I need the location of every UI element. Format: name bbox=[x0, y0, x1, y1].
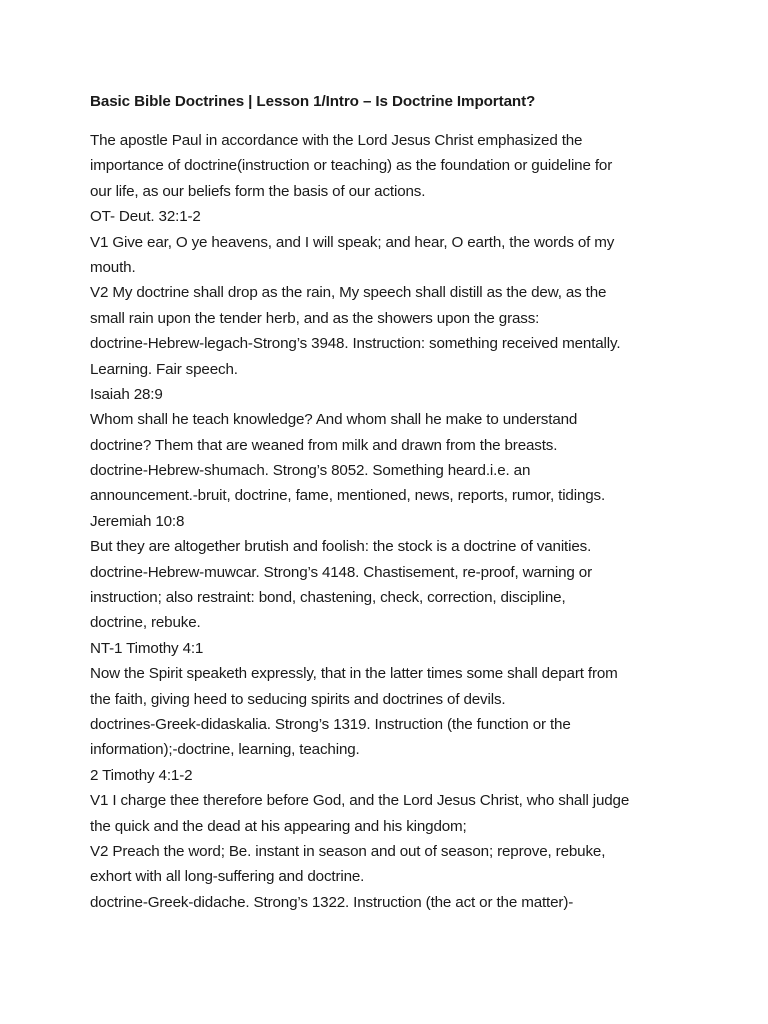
text-line: doctrine, rebuke. bbox=[90, 614, 201, 632]
text-line: Whom shall he teach knowledge? And whom shall he make to understand bbox=[90, 411, 578, 429]
text-line: the faith, giving heed to seducing spirits and doctrines of devils. bbox=[90, 690, 506, 708]
text-line: the quick and the dead at his appearing and his kingdom; bbox=[90, 817, 467, 835]
document-body bbox=[90, 91, 690, 915]
text-line: Jeremiah 10:8 bbox=[90, 512, 185, 530]
text-line: But they are altogether brutish and foolish: the stock is a doctrine of vanities. bbox=[90, 538, 592, 556]
text-line: Learning. Fair speech. bbox=[90, 360, 238, 378]
text-line: 2 Timothy 4:1-2 bbox=[90, 766, 193, 784]
text-line: instruction; also restraint: bond, chastening, check, correction, discipline, bbox=[90, 589, 566, 607]
text-line: announcement.-bruit, doctrine, fame, mentioned, news, reports, rumor, tidings. bbox=[90, 487, 606, 505]
text-line: small rain upon the tender herb, and as the showers upon the grass: bbox=[90, 309, 540, 327]
text-line: doctrine? Them that are weaned from milk and drawn from the breasts. bbox=[90, 436, 558, 454]
text-line: V1 I charge thee therefore before God, and the Lord Jesus Christ, who shall judge bbox=[90, 792, 630, 810]
text-line: doctrine-Hebrew-muwcar. Strong’s 4148. Chastisement, re-proof, warning or bbox=[90, 563, 592, 581]
text-line: doctrines-Greek-didaskalia. Strong’s 1319. Instruction (the function or the bbox=[90, 715, 571, 733]
text-line: doctrine-Greek-didache. Strong’s 1322. Instruction (the act or the matter)- bbox=[90, 893, 574, 911]
text-line: OT- Deut. 32:1-2 bbox=[90, 208, 201, 226]
text-line: V2 Preach the word; Be. instant in season and out of season; reprove, rebuke, bbox=[90, 842, 606, 860]
text-line: our life, as our beliefs form the basis of our actions. bbox=[90, 182, 426, 200]
text-line: V2 My doctrine shall drop as the rain, My speech shall distill as the dew, as the bbox=[90, 284, 607, 302]
text-line: The apostle Paul in accordance with the Lord Jesus Christ emphasized the bbox=[90, 132, 583, 149]
text-line: Now the Spirit speaketh expressly, that in the latter times some shall depart from bbox=[90, 665, 618, 683]
text-line: V1 Give ear, O ye heavens, and I will speak; and hear, O earth, the words of my bbox=[90, 233, 615, 251]
text-line: doctrine-Hebrew-shumach. Strong’s 8052. Something heard.i.e. an bbox=[90, 462, 531, 480]
text-line: information);-doctrine, learning, teaching. bbox=[90, 741, 360, 759]
text-line: NT-1 Timothy 4:1 bbox=[90, 639, 204, 657]
text-line: exhort with all long-suffering and doctrine. bbox=[90, 868, 365, 886]
text-line: Isaiah 28:9 bbox=[90, 385, 163, 403]
text-line: importance of doctrine(instruction or teaching) as the foundation or guideline for bbox=[90, 157, 613, 175]
text-line: doctrine-Hebrew-legach-Strong’s 3948. Instruction: something received mentally. bbox=[90, 335, 621, 353]
text-line: mouth. bbox=[90, 258, 136, 276]
text-lines bbox=[90, 128, 690, 915]
document-title: Basic Bible Doctrines | Lesson 1/Intro – Is Doctrine Important? bbox=[90, 93, 536, 110]
